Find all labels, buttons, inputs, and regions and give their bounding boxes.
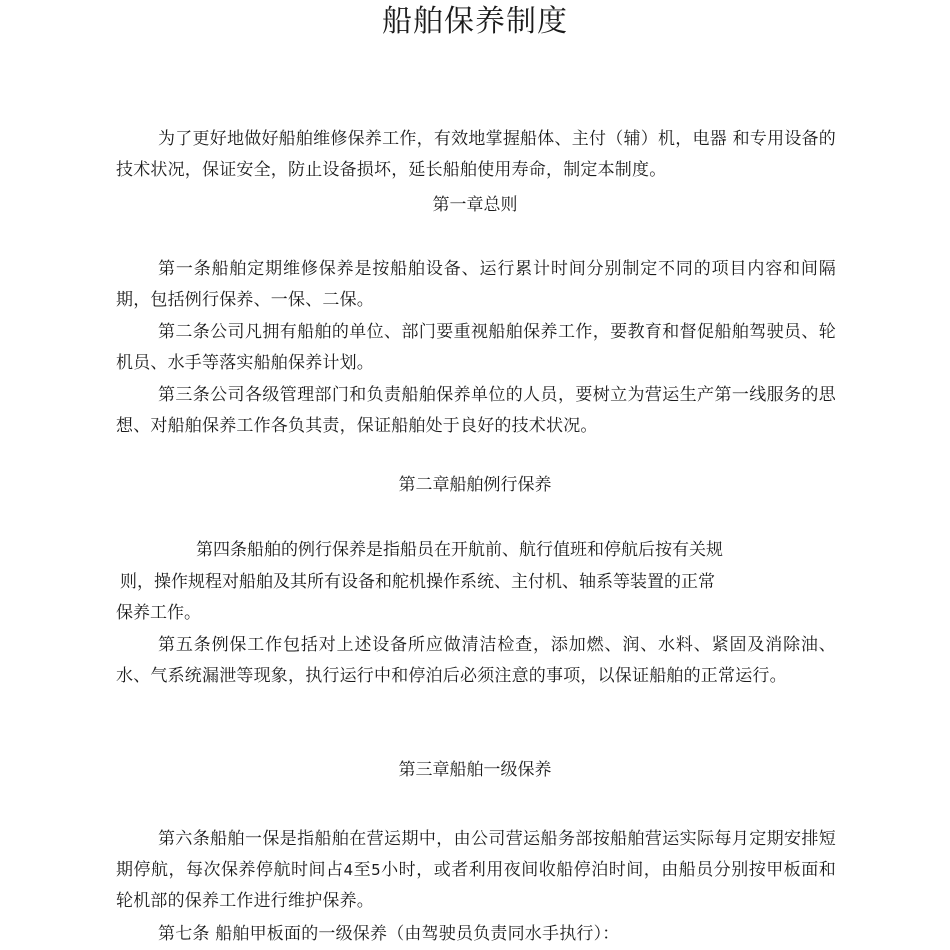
chapter-1-heading: 第一章总则 — [432, 195, 518, 215]
article-6-text-c: 小时，或者利用夜间收船停泊时间，由船员分别按甲板面和轮机部的保养工作进行维护保养。 — [116, 860, 836, 911]
article-1: 第一条船舶定期维修保养是按船舶设备、运行累计时间分别制定不同的项目内容和间隔期，包括例行保养、一保、二保。 — [116, 259, 836, 310]
chapter-3-heading: 第三章船舶一级保养 — [398, 760, 552, 780]
article-4-line-3: 保养工作。 — [116, 603, 201, 623]
article-4-line-2: 则，操作规程对船舶及其所有设备和舵机操作系统、主付机、轴系等装置的正常 — [120, 572, 715, 592]
article-3: 第三条公司各级管理部门和负责船舶保养单位的人员，要树立为营运生产第一线服务的思想、对船舶保养工作各负其责，保证船舶处于良好的技术状况。 — [116, 385, 836, 436]
article-6-hours-min: 4 — [343, 861, 354, 879]
chapter-2-heading: 第二章船舶例行保养 — [398, 475, 552, 495]
article-7: 第七条 船舶甲板面的一级保养（由驾驶员负责同水手执行）： — [158, 924, 620, 944]
article-6 — [116, 824, 836, 917]
intro-paragraph: 为了更好地做好船舶维修保养工作，有效地掌握船体、主付（辅）机，电器 和专用设备的技术状况，保证安全，防止设备损坏，延长船舶使用寿命，制定本制度。 — [116, 129, 836, 180]
article-2: 第二条公司凡拥有船舶的单位、部门要重视船舶保养工作，要教育和督促船舶驾驶员、轮机员、水手等落实船舶保养计划。 — [116, 322, 836, 373]
article-6-text-a: 第六条船舶一保是指船舶在营运期中，由公司营运船务部按船舶营运实际每月定期安排短期停航，每次保养停航时间占 — [116, 829, 836, 880]
article-6-hours-max: 5 — [371, 861, 381, 879]
article-4-line-1: 第四条船舶的例行保养是指船员在开航前、航行值班和停航后按有关规 — [196, 540, 723, 560]
document-title: 船舶保养制度 — [382, 4, 568, 39]
article-5: 第五条例保工作包括对上述设备所应做清洁检查，添加燃、润、水料、紧固及消除油、水、气系统漏泄等现象，执行运行中和停泊后必须注意的事项，以保证船舶的正常运行。 — [116, 635, 836, 686]
article-6-text-b: 至 — [353, 860, 372, 880]
